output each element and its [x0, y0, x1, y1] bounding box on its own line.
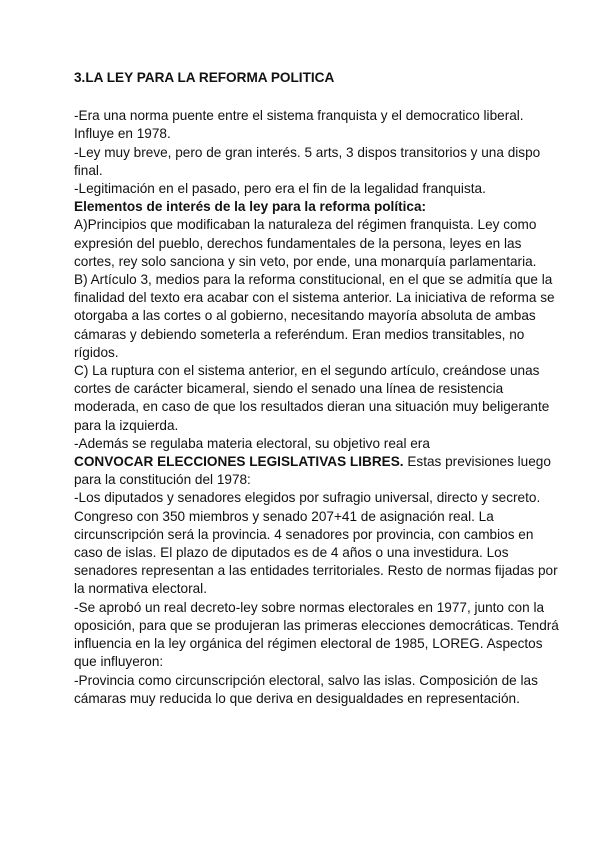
- paragraph-convocar-elecciones: [74, 453, 560, 489]
- subheading-elementos-text: Elementos de interés de la ley para la reforma política:: [74, 199, 427, 215]
- paragraph-provincia: -Provincia como circunscripción electoral, salvo las islas. Composición de las cámaras muy reducida lo que deriva en desigualdades en representación.: [74, 672, 538, 706]
- convocar-elecciones-bold: CONVOCAR ELECCIONES LEGISLATIVAS LIBRES.: [74, 454, 404, 470]
- paragraph-ruptura: C) La ruptura con el sistema anterior, en el segundo artículo, creándose unas cortes de carácter bicameral, siendo el senado una línea de resistencia moderada, en caso de que los resultados dieran una situación muy beligerante para la izquierda.: [74, 363, 550, 433]
- paragraph-principios: A)Principios que modificaban la naturaleza del régimen franquista. Ley como expresión del pueblo, derechos fundamentales de la persona, leyes en las cortes, rey solo sanciona y sin veto, por ende, una monarquía parlamentaria.: [74, 217, 537, 269]
- paragraph-norma-puente: -Era una norma puente entre el sistema franquista y el democratico liberal. Influye en 1978.: [74, 108, 524, 142]
- paragraph-articulo-3: B) Artículo 3, medios para la reforma constitucional, en el que se admitía que la finalidad del texto era acabar con el sistema anterior. La iniciativa de reforma se otorgaba a las cortes o al gobierno, necesitando mayoría absoluta de ambas cámaras y debiendo someterla a referéndum. Eran medios transitables, no rígidos.: [74, 272, 555, 360]
- paragraph-legitimacion: -Legitimación en el pasado, pero era el fin de la legalidad franquista.: [74, 181, 486, 197]
- subheading-elementos: [74, 198, 560, 216]
- paragraph-diputados-senadores: -Los diputados y senadores elegidos por sufragio universal, directo y secreto. Congreso con 350 miembros y senado 207+41 de asignación real. La circunscripción será la provincia. 4 senadores por provincia, con cambios en caso de islas. El plazo de diputados es de 4 años o una investidura. Los senadores representan a las entidades territoriales. Resto de normas fijadas por la normativa electoral.: [74, 490, 558, 597]
- paragraph-materia-electoral: -Además se regulaba materia electoral, su objetivo real era: [74, 435, 430, 451]
- paragraph-real-decreto: -Se aprobó un real decreto-ley sobre normas electorales en 1977, junto con la oposición, para que se produjeran las primeras elecciones democráticas. Tendrá influencia en la ley orgánica del régimen electoral de 1985, LOREG. Aspectos que influyeron:: [74, 599, 559, 670]
- section-title: 3.LA LEY PARA LA REFORMA POLITICA: [74, 70, 335, 85]
- paragraph-ley-breve: -Ley muy breve, pero de gran interés. 5 arts, 3 dispos transitorios y una dispo final.: [74, 144, 541, 178]
- convocar-elecciones-rest: Estas previsiones luego para la constitución del 1978:: [74, 454, 551, 488]
